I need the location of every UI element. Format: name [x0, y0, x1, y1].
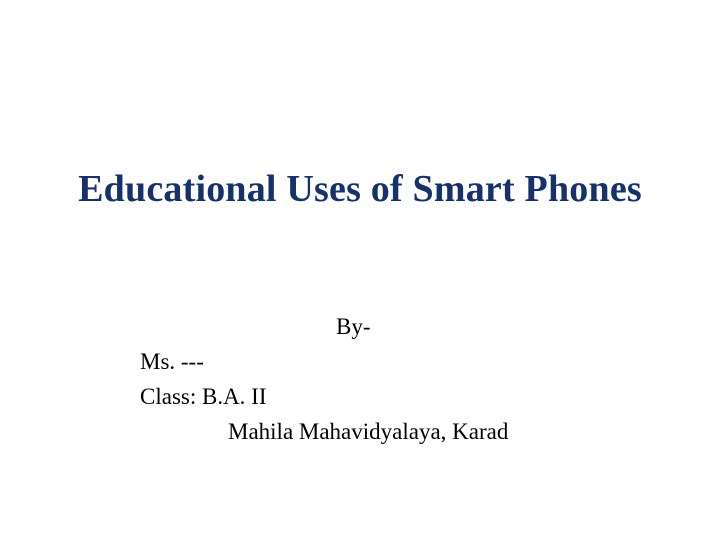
by-label: By-	[336, 314, 371, 339]
institution-name: Mahila Mahavidyalaya, Karad	[228, 418, 509, 444]
slide-body-text	[108, 310, 668, 450]
page-title: Educational Uses of Smart Phones	[78, 168, 642, 210]
presenter-name: Ms. ---	[140, 348, 204, 374]
presenter-class: Class: B.A. II	[140, 383, 267, 409]
